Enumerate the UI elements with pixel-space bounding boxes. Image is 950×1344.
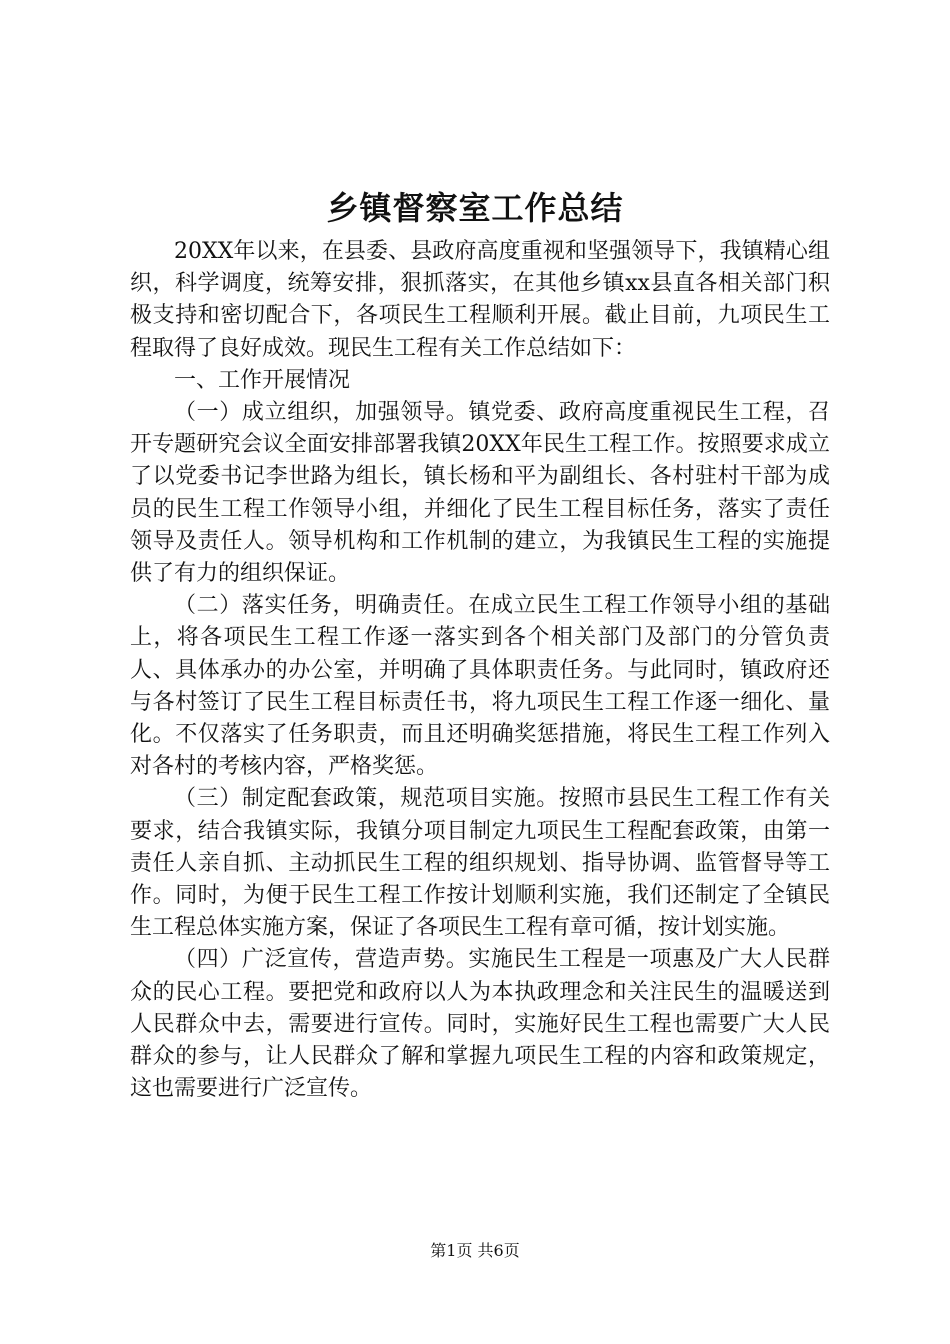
paragraph-item-3: （三）制定配套政策，规范项目实施。按照市县民生工程工作有关要求，结合我镇实际，我镇分项目制定九项民生工程配套政策，由第一责任人亲自抓、主动抓民生工程的组织规划、指导协调、监管督导等工作。同时，为便于民生工程工作按计划顺利实施，我们还制定了全镇民生工程总体实施方案，保证了各项民生工程有章可循，按计划实施。 [130, 786, 830, 941]
paragraph-item-1: （一）成立组织，加强领导。镇党委、政府高度重视民生工程，召开专题研究会议全面安排部署我镇20XX年民生工程工作。按照要求成立了以党委书记李世路为组长，镇长杨和平为副组长、各村驻村干部为成员的民生工程工作领导小组，并细化了民生工程目标任务，落实了责任领导及责任人。领导机构和工作机制的建立，为我镇民生工程的实施提供了有力的组织保证。 [130, 400, 830, 587]
paragraph-item-2: （二）落实任务，明确责任。在成立民生工程工作领导小组的基础上，将各项民生工程工作逐一落实到各个相关部门及部门的分管负责人、具体承办的办公室，并明确了具体职责任务。与此同时，镇政府还与各村签订了民生工程目标责任书，将九项民生工程工作逐一细化、量化。不仅落实了任务职责，而且还明确奖惩措施，将民生工程工作列入对各村的考核内容，严格奖惩。 [130, 593, 830, 780]
paragraph-intro: 20XX年以来，在县委、县政府高度重视和坚强领导下，我镇精心组织，科学调度，统筹安排，狠抓落实，在其他乡镇xx县直各相关部门积极支持和密切配合下，各项民生工程顺利开展。截止目前，九项民生工程取得了良好成效。现民生工程有关工作总结如下： [130, 239, 830, 361]
section-heading: 一、工作开展情况 [174, 367, 351, 393]
page-number-footer: 第1页 共6页 [430, 1241, 520, 1260]
paragraph-item-4: （四）广泛宣传，营造声势。实施民生工程是一项惠及广大人民群众的民心工程。要把党和政府以人为本执政理念和关注民生的温暖送到人民群众中去，需要进行宣传。同时，实施好民生工程也需要广大人民群众的参与，让人民群众了解和掌握九项民生工程的内容和政策规定，这也需要进行广泛宣传。 [130, 947, 830, 1102]
document-body [130, 236, 830, 1105]
document-title: 乡镇督察室工作总结 [326, 189, 624, 227]
